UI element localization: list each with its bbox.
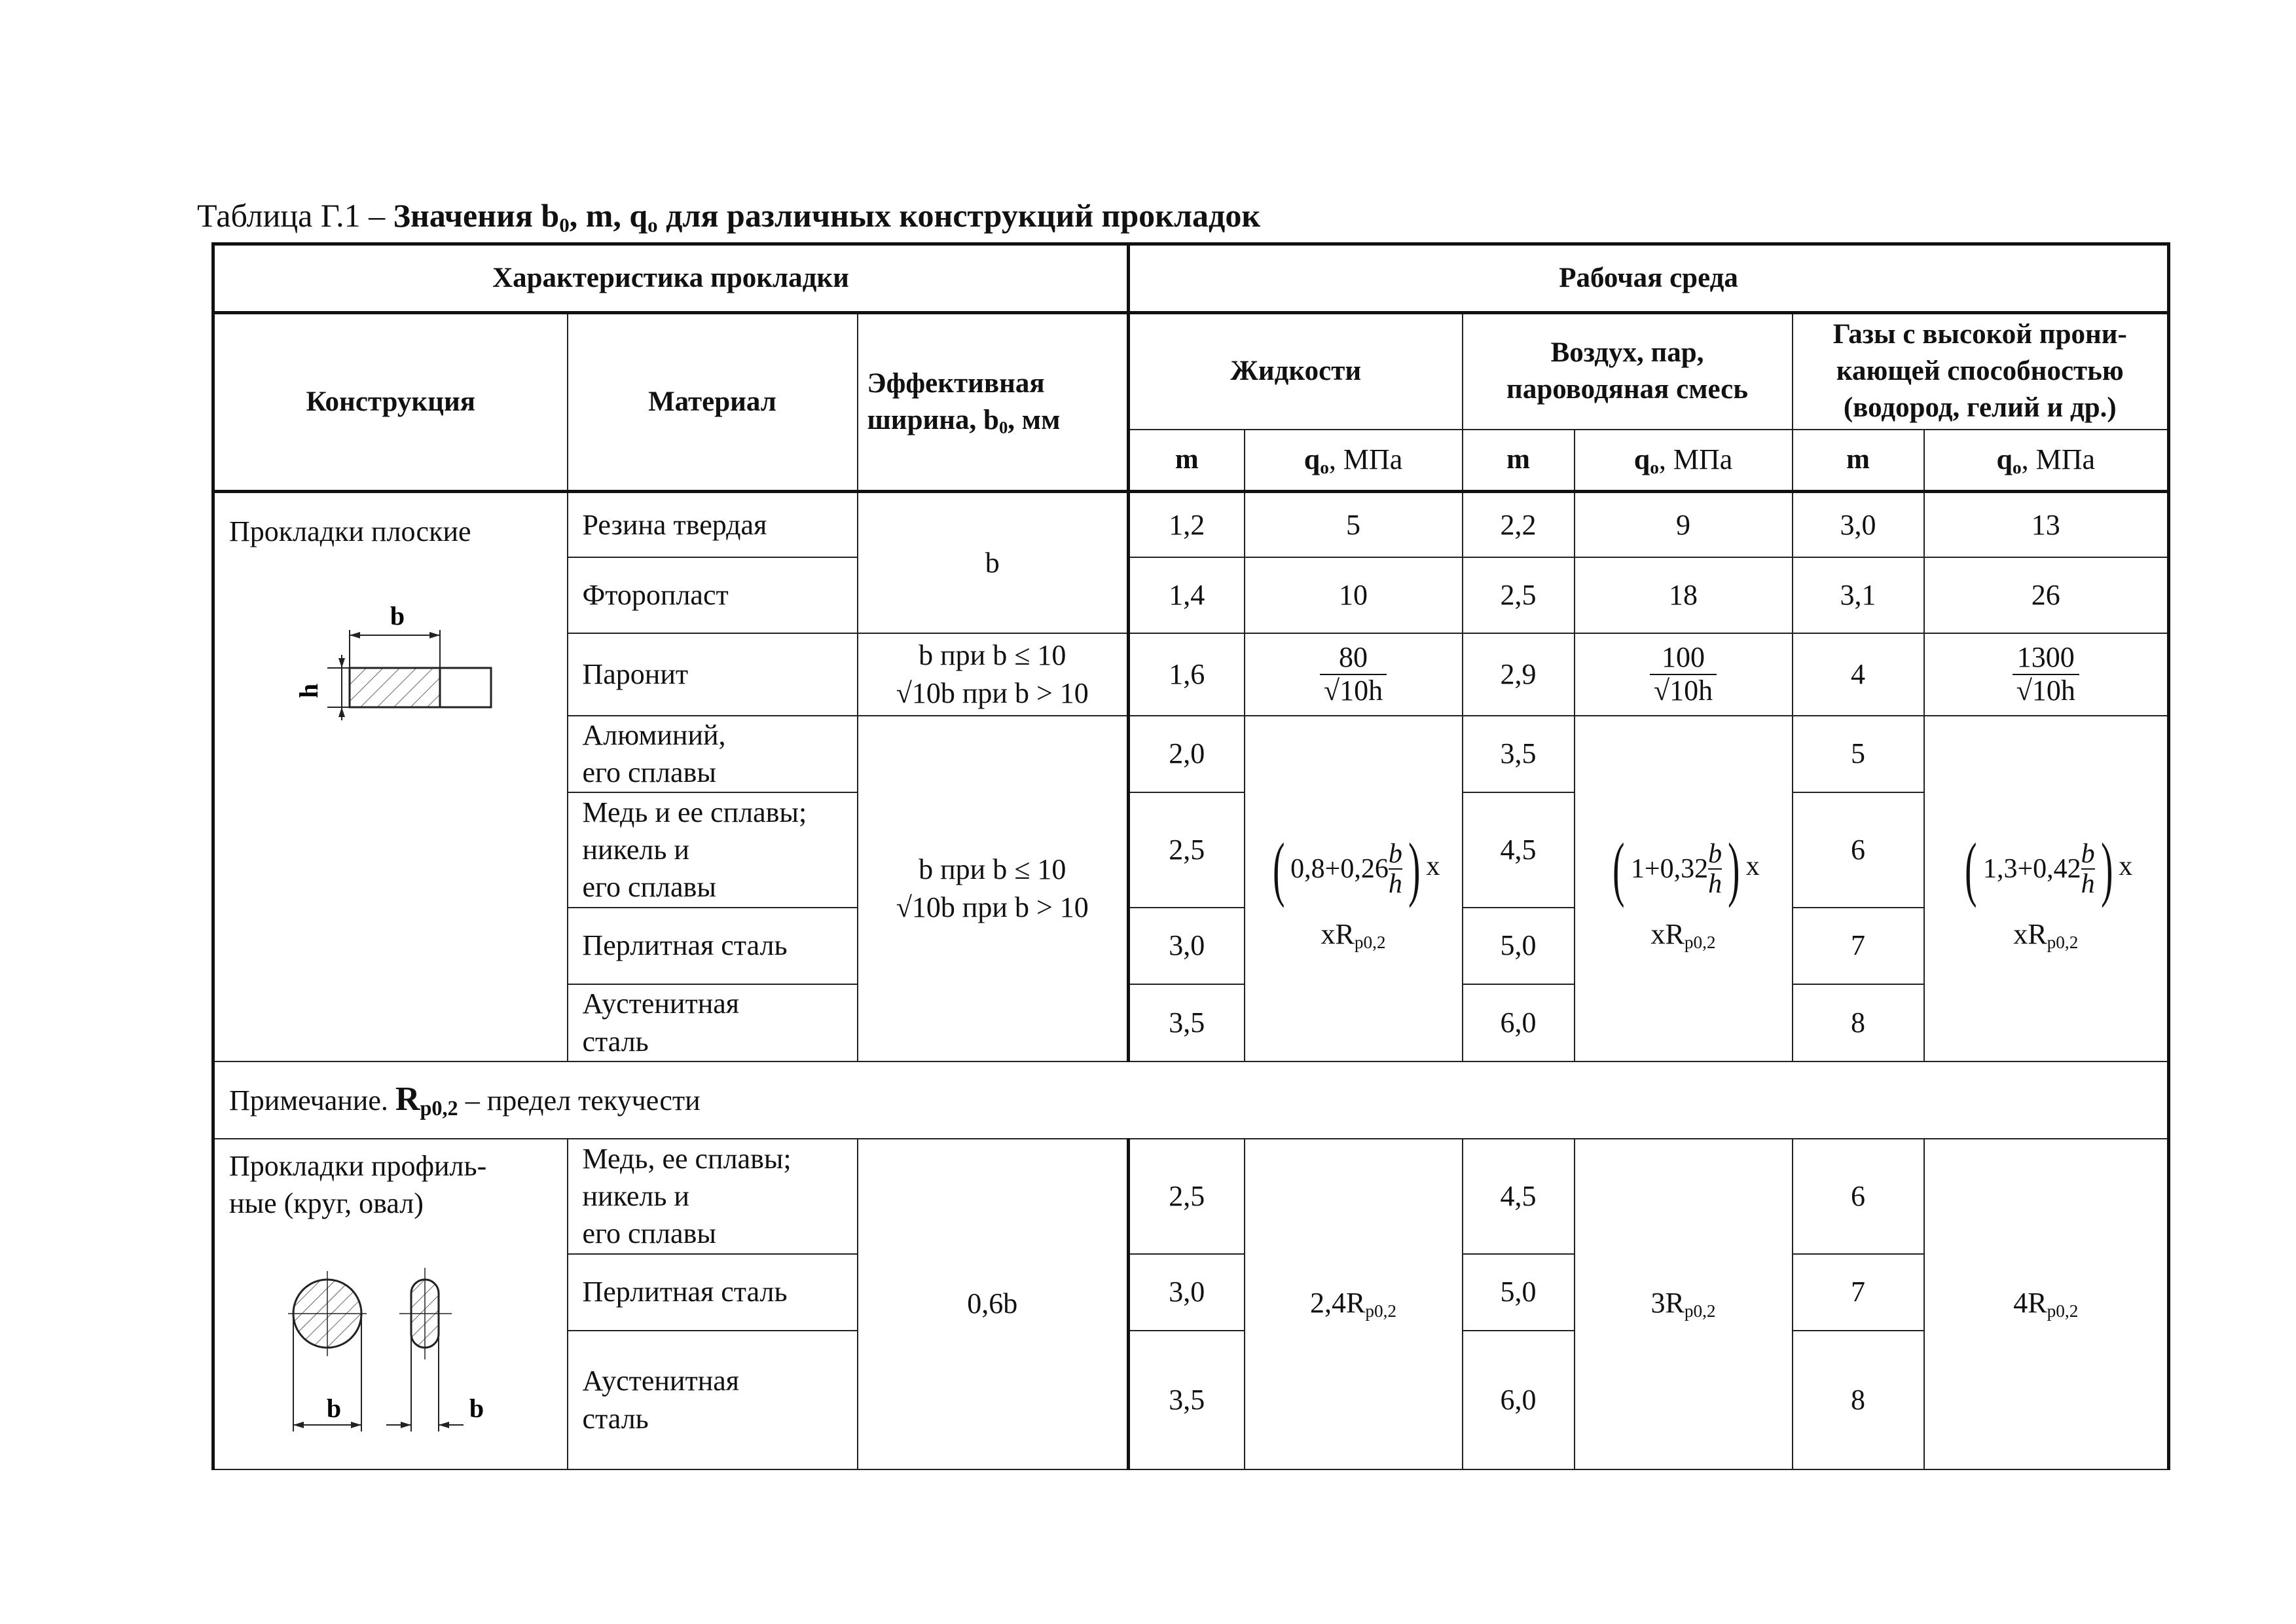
note-row xyxy=(213,1061,2169,1139)
svg-text:b: b xyxy=(326,1393,342,1423)
q-gases-fraction: $\frac{1300}{√10h}$ xyxy=(1924,633,2169,716)
note-cell: Примечание. $R_{p0,2}$ – предел текучести xyxy=(213,1061,2169,1139)
table-caption xyxy=(197,196,1260,237)
width-profile: 0,6b xyxy=(858,1139,1129,1469)
q-air-fraction: $\frac{100}{√10h}$ xyxy=(1575,633,1793,716)
flat-gasket-drawing xyxy=(288,596,498,753)
q-air-value: 9 xyxy=(1575,492,1793,557)
q-liquids-formula: ( 0,8+0,26 $\frac{b}{h}$ ) x $xR_{p0,2}$ xyxy=(1245,716,1463,1061)
header-m-air: m xyxy=(1463,430,1575,492)
m-air-value: 5,0 xyxy=(1463,908,1575,984)
m-air-value: 2,5 xyxy=(1463,557,1575,633)
caption-title: Значения $b_0$, m, $q_o$ для различных конструкций прокладок xyxy=(393,197,1261,236)
m-liquids-value: 1,4 xyxy=(1129,557,1245,633)
q-liquids-value: 5 xyxy=(1245,492,1463,557)
svg-text:b: b xyxy=(390,601,405,631)
m-air-value: 2,9 xyxy=(1463,633,1575,716)
material-ptfe: Фторопласт xyxy=(568,557,858,633)
header-m-liquids: m xyxy=(1129,430,1245,492)
m-gases-value: 5 xyxy=(1793,716,1924,792)
m-gases-value: 3,0 xyxy=(1793,492,1924,557)
m-liquids-value: 2,0 xyxy=(1129,716,1245,792)
q-gases-profile: $4R_{p0,2}$ xyxy=(1924,1139,2169,1469)
profile-gaskets-label: Прокладки профиль- ные (круг, овал) xyxy=(229,1149,487,1219)
flat-gaskets-cell xyxy=(213,492,568,1061)
width-b: b xyxy=(858,492,1129,633)
m-gases-value: 3,1 xyxy=(1793,557,1924,633)
header-m-gases: m xyxy=(1793,430,1924,492)
material-austenitic-profile: Аустенитная сталь xyxy=(568,1331,858,1469)
material-copper-profile: Медь, ее сплавы; никель и его сплавы xyxy=(568,1139,858,1254)
header-q-liquids: $q_o$, МПа xyxy=(1245,430,1463,492)
width-paronite: b при b ≤ 10 √10b при b > 10 xyxy=(858,633,1129,716)
m-liquids-value: 1,2 xyxy=(1129,492,1245,557)
q-liquids-value: 10 xyxy=(1245,557,1463,633)
profile-gaskets-cell xyxy=(213,1139,568,1469)
q-liquids-profile: $2,4R_{p0,2}$ xyxy=(1245,1139,1463,1469)
header-liquids: Жидкости xyxy=(1129,313,1463,430)
m-liquids-value: 2,5 xyxy=(1129,1139,1245,1254)
q-air-value: 18 xyxy=(1575,557,1793,633)
header-construction: Конструкция xyxy=(213,313,568,492)
q-gases-value: 13 xyxy=(1924,492,2169,557)
m-liquids-value: 3,5 xyxy=(1129,984,1245,1061)
material-paronite: Паронит xyxy=(568,633,858,716)
m-liquids-value: 3,0 xyxy=(1129,908,1245,984)
svg-text:b: b xyxy=(469,1393,484,1423)
material-rubber: Резина твердая xyxy=(568,492,858,557)
width-metal: b при b ≤ 10 √10b при b > 10 xyxy=(858,716,1129,1061)
m-air-value: 4,5 xyxy=(1463,1139,1575,1254)
q-gases-formula: ( 1,3+0,42 $\frac{b}{h}$ ) x $xR_{p0,2}$ xyxy=(1924,716,2169,1061)
header-working-medium: Рабочая среда xyxy=(1129,244,2169,313)
m-air-value: 6,0 xyxy=(1463,1331,1575,1469)
header-effective-width: Эффективная ширина, $b_0$, мм xyxy=(858,313,1129,492)
flat-gaskets-label: Прокладки плоские xyxy=(229,515,471,547)
material-aluminium: Алюминий, его сплавы xyxy=(568,716,858,792)
header-gasket-characteristic: Характеристика прокладки xyxy=(213,244,1129,313)
profile-gasket-drawing xyxy=(288,1268,537,1438)
q-gases-value: 26 xyxy=(1924,557,2169,633)
m-gases-value: 8 xyxy=(1793,1331,1924,1469)
m-gases-value: 4 xyxy=(1793,633,1924,716)
header-air-steam: Воздух, пар, пароводяная смесь xyxy=(1463,313,1793,430)
q-air-formula: ( 1+0,32 $\frac{b}{h}$ ) x $xR_{p0,2}$ xyxy=(1575,716,1793,1061)
m-liquids-value: 3,5 xyxy=(1129,1331,1245,1469)
table-row xyxy=(213,1139,2169,1254)
m-air-value: 6,0 xyxy=(1463,984,1575,1061)
m-air-value: 3,5 xyxy=(1463,716,1575,792)
m-air-value: 4,5 xyxy=(1463,792,1575,908)
material-pearlitic-steel: Перлитная сталь xyxy=(568,908,858,984)
m-gases-value: 6 xyxy=(1793,792,1924,908)
material-copper: Медь и ее сплавы; никель и его сплавы xyxy=(568,792,858,908)
header-material: Материал xyxy=(568,313,858,492)
m-liquids-value: 2,5 xyxy=(1129,792,1245,908)
m-gases-value: 7 xyxy=(1793,908,1924,984)
header-penetrating-gases: Газы с высокой прони- кающей способностью (водород, гелий и др.) xyxy=(1793,313,2169,430)
q-air-profile: $3R_{p0,2}$ xyxy=(1575,1139,1793,1469)
caption-prefix: Таблица Г.1 – xyxy=(197,197,393,234)
m-gases-value: 8 xyxy=(1793,984,1924,1061)
m-liquids-value: 1,6 xyxy=(1129,633,1245,716)
m-gases-value: 6 xyxy=(1793,1139,1924,1254)
header-q-gases: $q_o$, МПа xyxy=(1924,430,2169,492)
m-air-value: 2,2 xyxy=(1463,492,1575,557)
material-austenitic-steel: Аустенитная сталь xyxy=(568,984,858,1061)
material-pearlitic-profile: Перлитная сталь xyxy=(568,1254,858,1331)
gasket-table xyxy=(211,242,2170,1470)
m-liquids-value: 3,0 xyxy=(1129,1254,1245,1331)
m-gases-value: 7 xyxy=(1793,1254,1924,1331)
q-liquids-fraction: $\frac{80}{√10h}$ xyxy=(1245,633,1463,716)
table-row xyxy=(213,492,2169,557)
m-air-value: 5,0 xyxy=(1463,1254,1575,1331)
svg-text:h: h xyxy=(294,684,323,699)
header-q-air: $q_o$, МПа xyxy=(1575,430,1793,492)
